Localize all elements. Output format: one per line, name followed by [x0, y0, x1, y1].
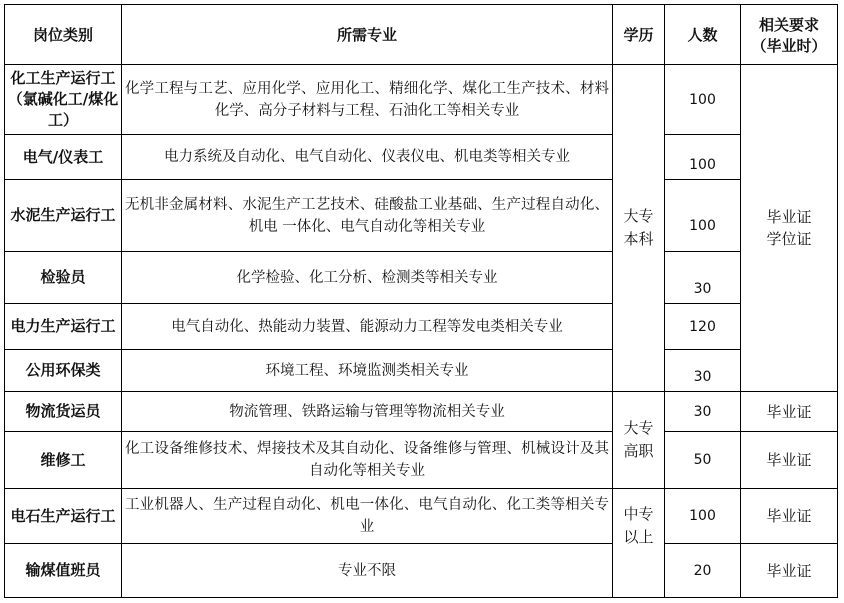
- header-requirement-line1: 相关要求: [758, 15, 819, 34]
- education-group-1: [613, 65, 665, 392]
- row-major: 无机非金属材料、水泥生产工艺技术、硅酸盐工业基础、生产过程自动化、机电 一体化、电气自动化等相关专业: [122, 180, 613, 252]
- row-category: 化工生产运行工（氯碱化工/煤化工）: [5, 65, 122, 135]
- row-count: 30: [665, 350, 741, 392]
- recruitment-table: [4, 4, 838, 598]
- table-row: [5, 304, 838, 350]
- row-requirement: 毕业证: [741, 489, 838, 544]
- row-category: 输煤值班员: [5, 544, 122, 598]
- table-row: [5, 392, 838, 432]
- row-category: 检验员: [5, 252, 122, 304]
- education-group-3: [613, 489, 665, 598]
- header-row: [5, 5, 838, 65]
- row-major: 化学工程与工艺、应用化学、应用化工、精细化学、煤化工生产技术、材料化学、高分子材料与工程、石油化工等相关专业: [122, 65, 613, 135]
- row-major: 工业机器人、生产过程自动化、机电一体化、电气自动化、化工类等相关专业: [122, 489, 613, 544]
- table-row: [5, 135, 838, 180]
- education-line1: 中专: [623, 505, 654, 523]
- row-count: 20: [665, 544, 741, 598]
- education-group-2: [613, 392, 665, 489]
- row-requirement: 毕业证: [741, 392, 838, 432]
- table-row: [5, 252, 838, 304]
- row-category: 电气/仪表工: [5, 135, 122, 180]
- header-requirement-line2: （毕业时）: [751, 36, 827, 55]
- table-row: [5, 180, 838, 252]
- requirement-line1: 毕业证: [766, 208, 812, 226]
- row-major: 环境工程、环境监测类相关专业: [122, 350, 613, 392]
- row-category: 物流货运员: [5, 392, 122, 432]
- row-major: 电力系统及自动化、电气自动化、仪表仪电、机电类等相关专业: [122, 135, 613, 180]
- header-major: 所需专业: [122, 5, 613, 65]
- table-row: [5, 350, 838, 392]
- header-category: 岗位类别: [5, 5, 122, 65]
- row-count: 100: [665, 180, 741, 252]
- row-count: 50: [665, 432, 741, 489]
- education-line2: 高职: [623, 442, 654, 460]
- education-line2: 以上: [623, 528, 654, 546]
- table-row: [5, 432, 838, 489]
- education-line1: 大专: [623, 207, 654, 225]
- row-category: 电石生产运行工: [5, 489, 122, 544]
- row-count: 120: [665, 304, 741, 350]
- header-education: 学历: [613, 5, 665, 65]
- row-count: 30: [665, 252, 741, 304]
- requirement-group: [741, 65, 838, 392]
- row-major: 物流管理、铁路运输与管理等物流相关专业: [122, 392, 613, 432]
- row-count: 100: [665, 65, 741, 135]
- row-requirement: 毕业证: [741, 544, 838, 598]
- table-row: [5, 544, 838, 598]
- education-line2: 本科: [623, 230, 654, 248]
- table-row: [5, 489, 838, 544]
- row-count: 100: [665, 135, 741, 180]
- row-category: 电力生产运行工: [5, 304, 122, 350]
- row-category: 公用环保类: [5, 350, 122, 392]
- requirement-line2: 学位证: [766, 230, 812, 248]
- header-count: 人数: [665, 5, 741, 65]
- row-category: 维修工: [5, 432, 122, 489]
- header-requirement: [741, 5, 838, 65]
- row-major: 专业不限: [122, 544, 613, 598]
- row-category: 水泥生产运行工: [5, 180, 122, 252]
- row-count: 100: [665, 489, 741, 544]
- row-major: 化学检验、化工分析、检测类等相关专业: [122, 252, 613, 304]
- table-row: [5, 65, 838, 135]
- row-requirement: 毕业证: [741, 432, 838, 489]
- row-major: 电气自动化、热能动力装置、能源动力工程等发电类相关专业: [122, 304, 613, 350]
- education-line1: 大专: [623, 419, 654, 437]
- row-major: 化工设备维修技术、焊接技术及其自动化、设备维修与管理、机械设计及其自动化等相关专业: [122, 432, 613, 489]
- row-count: 30: [665, 392, 741, 432]
